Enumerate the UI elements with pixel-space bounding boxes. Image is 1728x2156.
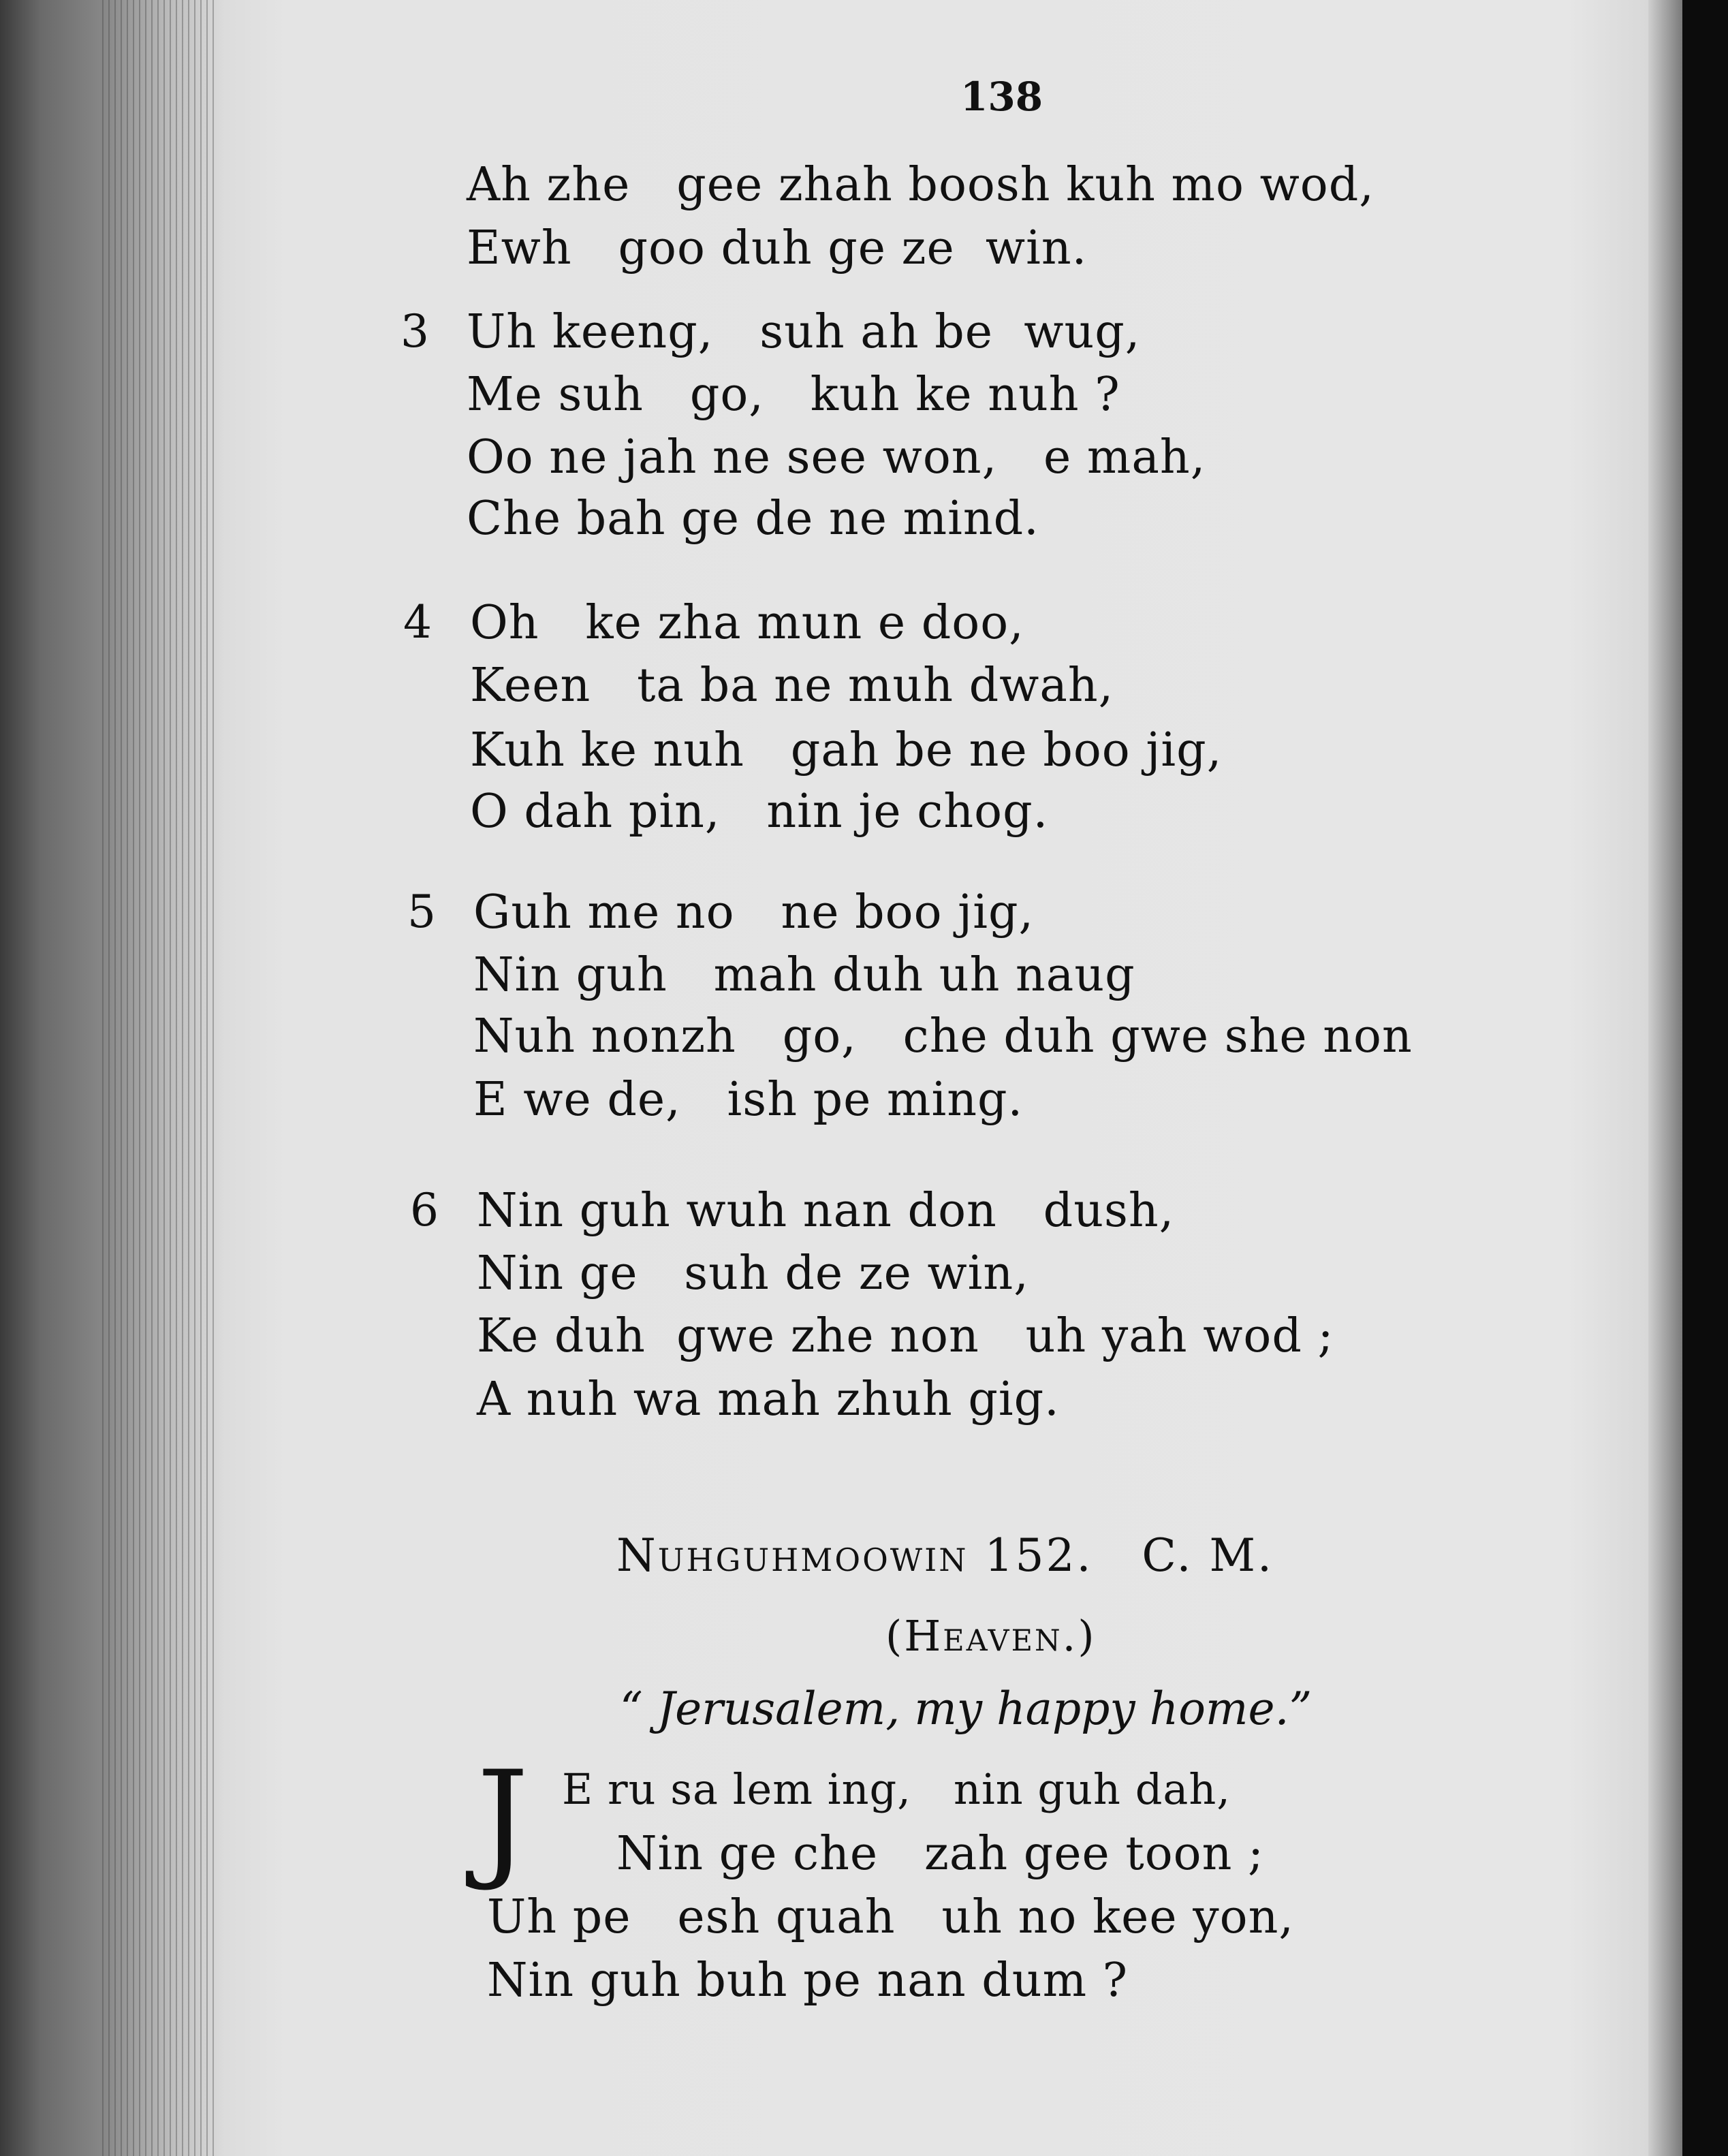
verse-line: Nin ge suh de ze win, bbox=[477, 1247, 1029, 1300]
verse-line: O dah pin, nin je chog. bbox=[470, 785, 1049, 839]
verse-line: Che bah ge de ne mind. bbox=[467, 492, 1039, 546]
drop-cap: J bbox=[477, 1743, 529, 1894]
verse-line: Nin ge che zah gee toon ; bbox=[616, 1827, 1264, 1881]
verse-line: Nuh nonzh go, che duh gwe she non bbox=[473, 1010, 1413, 1063]
page-number: 138 bbox=[960, 74, 1043, 120]
verse-line: Ah zhe gee zhah boosh kuh mo wod, bbox=[467, 158, 1374, 212]
verse-line: E we de, ish pe ming. bbox=[473, 1073, 1024, 1127]
hymn-heading: Nuhguhmoowin 152. C. M. bbox=[616, 1529, 1274, 1582]
verse-line: Uh keeng, suh ah be wug, bbox=[467, 305, 1141, 359]
verse-line: Oo ne jah ne see won, e mah, bbox=[467, 431, 1206, 484]
verse-number: 6 bbox=[410, 1184, 439, 1236]
page-gutter bbox=[102, 0, 218, 2156]
verse-number: 3 bbox=[400, 305, 429, 358]
hymn-subtitle: (Heaven.) bbox=[885, 1611, 1097, 1661]
verse-line: Nin guh buh pe nan dum ? bbox=[487, 1954, 1129, 2007]
verse-line: Keen ta ba ne muh dwah, bbox=[470, 659, 1114, 713]
verse-line: Uh pe esh quah uh no kee yon, bbox=[487, 1890, 1295, 1944]
verse-number: 5 bbox=[407, 886, 436, 938]
verse-line: Ke duh gwe zhe non uh yah wod ; bbox=[477, 1309, 1334, 1363]
verse-line: Kuh ke nuh gah be ne boo jig, bbox=[470, 723, 1223, 777]
verse-line: Oh ke zha mun e doo, bbox=[470, 596, 1024, 650]
scan-border bbox=[1682, 0, 1728, 2156]
verse-line: Ewh goo duh ge ze win. bbox=[467, 221, 1088, 275]
verse-line: Nin guh mah duh uh naug bbox=[473, 948, 1135, 1002]
hymn-quote: “ Jerusalem, my happy home.” bbox=[620, 1683, 1313, 1735]
verse-line: Guh me no ne boo jig, bbox=[473, 886, 1035, 939]
verse-line: E ru sa lem ing, nin guh dah, bbox=[562, 1764, 1231, 1814]
verse-line: Nin guh wuh nan don dush, bbox=[477, 1184, 1175, 1238]
page-edge-shadow bbox=[1648, 0, 1682, 2156]
verse-line: Me suh go, kuh ke nuh ? bbox=[467, 368, 1120, 422]
verse-line: A nuh wa mah zhuh gig. bbox=[477, 1373, 1060, 1426]
verse-number: 4 bbox=[403, 596, 432, 649]
